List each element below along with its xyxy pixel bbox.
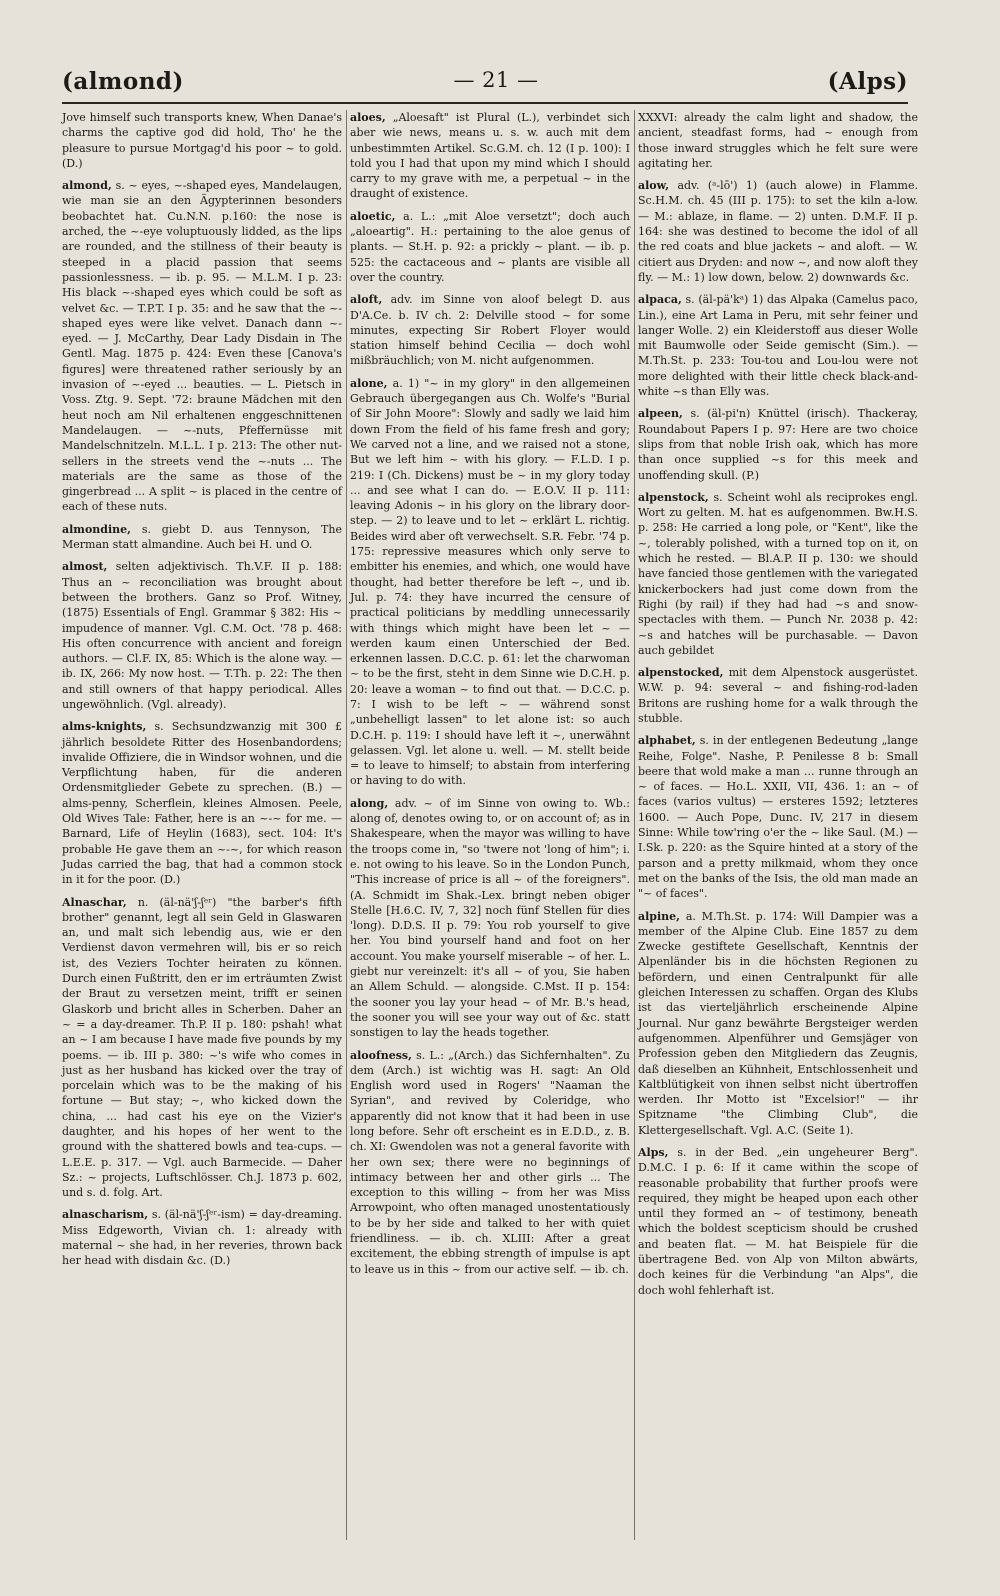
entry-headword: Alnaschar,: [62, 895, 127, 909]
entry-headword: aloofness,: [350, 1048, 412, 1062]
dictionary-entry: [638, 1145, 918, 1298]
column-right: [638, 110, 918, 1305]
header-left-guideword: (almond): [62, 68, 184, 95]
dictionary-entry: [350, 292, 630, 368]
entry-headword: alpeen,: [638, 407, 683, 421]
entry-headword: alow,: [638, 179, 670, 193]
entry-text: n. (äl-nä'ʃ-ʃᵉʳ) "the barber's fifth brother" genannt, legt all sein Geld in Glaswaren an, und malt sich lebendig aus, wie er den Verdienst davon vermehren will, bis er so reich ist, des Veziers Tochter heiraten zu können. Durch einen Fußtritt, den er im erträumten Zwist der Braut zu versetzen meint, trifft er seinen Glaskorb und bricht alles in Scherben. Daher an ~ = a day-dreamer. Th.P. II p. 180: pshah! what an ~ I am because I have made five pounds by my poems. — ib. III p. 380: ~'s wife who comes in just as her husband has kicked over the tray of porcelain which was to be the making of his fortune — But stay; ~, who kicked down the china, ... had cast his eye on the Vizier's daughter, and his hopes of her went to the ground with the shattered bowls and tea-cups. — L.E.E. p. 317. — Vgl. auch Barmecide. — Daher Sz.: ~ projects, Luftschlösser. Ch.J. 1873 p. 602, und s. d. folg. Art.: [62, 895, 343, 1200]
entry-headword: alpenstocked,: [638, 666, 724, 680]
page-number: — 21 —: [453, 68, 539, 92]
entry-headword: alpine,: [638, 909, 681, 923]
entry-text: adv. im Sinne von aloof belegt D. aus D'A.Ce. b. IV ch. 2: Delville stood ~ for some minutes, expecting Sir Robert Floyer would station himself behind Cecilia — doch wohl mißbräuchlich; von M. nicht aufgenommen.: [350, 293, 630, 368]
header-rule: [62, 102, 908, 104]
entry-text: „Aloesaft" ist Plural (L.), verbindet sich aber wie news, means u. s. w. auch mit dem unbestimmten Artikel. Sc.G.M. ch. 12 (I p. 100): I told you I had that upon my mind which I should carry to my grave with me, a perpetual ~ in the draught of existence.: [350, 111, 630, 201]
entry-text: s. (äl-pi'n) Knüttel (irisch). Thackeray, Roundabout Papers I p. 97: Here are two choice slips from that noble Irish oak, which has more than once supplied ~s for this meek and unoffending skull. (P.): [638, 407, 919, 482]
dictionary-entry: [350, 376, 630, 789]
entry-text: Jove himself such transports knew, When Danae's charms the captive god did hold, Tho' he the pleasure to pursue Mortgag'd his poor ~ to gold. (D.): [62, 111, 342, 170]
dictionary-entry: [638, 406, 918, 482]
entry-text: s. in der entlegenen Bedeutung „lange Reihe, Folge". Nashe, P. Penilesse 8 b: Small beere that wold make a man ... runne through an ~ of faces. — Ho.L. XXII, VII, 436. 1: an ~ of faces (varios vultus) — ersteres 1592; letzteres 1600. — Auch Pope, Dunc. IV, 217 in diesem Sinne: While tow'ring o'er the ~ like Saul. (M.) — I.Sk. p. 220: as the Squire hinted at a story of the parson and a pretty milkmaid, whom they once met on the banks of the Isis, the old man made an "~ of faces".: [638, 734, 918, 901]
entry-text: s. (äl-pä'kᵃ) 1) das Alpaka (Camelus paco, Lin.), eine Art Lama in Peru, mit sehr feiner und langer Wolle. 2) ein Kleiderstoff aus dieser Wolle mit Baumwolle oder Seide gemischt (Sim.). — M.Th.St. p. 233: Tou-tou and Lou-lou were not more delighted with their little check black-and-white ~s than Elly was.: [638, 293, 918, 399]
entry-headword: aloft,: [350, 293, 383, 307]
entry-text: adv. (ᵃ-lō') 1) (auch alowe) in Flamme. Sc.H.M. ch. 45 (III p. 175): to set the kiln a-low. — M.: ablaze, in flame. — 2) unten. D.M.F. II p. 164: she was destined to become the idol of all the red coats and blue jackets ~ and aloft. — W. citiert aus Dryden: and now ~, and now aloft they fly. — M.: 1) low down, below. 2) downwards &c.: [638, 179, 918, 284]
dictionary-entry: [638, 178, 918, 285]
entry-headword: Alps,: [638, 1146, 669, 1159]
column-divider: [346, 110, 347, 1540]
entry-text: s. giebt D. aus Tennyson, The Merman statt almandine. Auch bei H. und O.: [62, 522, 342, 552]
entry-headword: alnascharism,: [62, 1208, 149, 1222]
entry-text: a. 1) "~ in my glory" in den allgemeinen Gebrauch übergegangen aus Ch. Wolfe's "Burial of Sir John Moore": Slowly and sadly we laid him down From the field of his fame fresh and gory; We carved not a line, and we raised not a stone, But we left him ~ with his glory. — F.L.D. I p. 219: I (Ch. Dickens) must be ~ in my glory today ... and see what I can do. — E.O.V. II p. 111: leaving Adonis ~ in his glory on the library door-step. — 2) to leave und to let ~ erklärt L. richtig. Beides wird aber oft verwechselt. S.R. Febr. '74 p. 175: repressive measures which only serve to embitter his enemies, and which, one would have thought, had better therefore be left ~, und ib. Jul. p. 74: they have incurred the censure of practical politicians by meddling unnecessarily with things which might have been let ~ — werden kaum einen Unterschied der Bed. erkennen lassen. D.C.C. p. 61: let the charwoman ~ to be the first, steht in dem Sinne wie D.C.H. p. 20: leave a woman ~ to find out that. — D.C.C. p. 7: I wish to be left ~ — während sonst „unbehelligt lassen" to let alone ist: so auch D.C.H. p. 119: I should have left it ~, unerwähnt gelassen. Vgl. let alone u. well. — M. stellt beide = to leave to himself; to abstain from interfering or having to do with.: [350, 376, 631, 788]
header-right-guideword: (Alps): [827, 68, 908, 95]
dictionary-entry: [638, 909, 918, 1138]
dictionary-entry: [62, 178, 342, 515]
dictionary-entry: [638, 110, 918, 171]
column-left: [62, 110, 342, 1276]
entry-text: s. (äl-nä'ʃ-ʃᵉʳ-ism) = day-dreaming. Miss Edgeworth, Vivian ch. 1: already with maternal ~ she had, in her reveries, thrown back her head with disdain &c. (D.): [62, 1208, 342, 1268]
entry-headword: aloes,: [350, 111, 386, 124]
entry-text: s. ~ eyes, ~-shaped eyes, Mandelaugen, wie man sie an den Ägypterinnen besonders beobachtet hat. Cu.N.N. p.160: the nose is arched, the ~-eye voluptuously lidded, as the lips are rounded, and the stillness of their beauty is steeped in a placid passion that seems passionlessness. — ib. p. 95. — M.L.M. I p. 23: His black ~-shaped eyes which could be soft as velvet &c. — T.P.T. I p. 35: and he saw that the ~-shaped eyes were like velvet. Danach dann ~-eyed. — J. McCarthy, Dear Lady Disdain in The Gentl. Mag. 1875 p. 424: Even these [Canova's figures] were threatened rather seriously by an invasion of ~-eyed ... beauties. — L. Pietsch in Voss. Ztg. 9. Sept. '72: braune Mädchen mit den heut noch am Nil erhaltenen enggeschnittenen Mandelaugen. — ~-nuts, Pfeffernüsse mit Mandelschnitzeln. M.L.L. I p. 213: The other nut-sellers in the streets vend the ~-nuts ... The materials are the same as those of the gingerbread ... A split ~ is placed in the centre of each of these nuts.: [62, 179, 343, 514]
dictionary-entry: [62, 110, 342, 171]
dictionary-entry: [350, 796, 630, 1041]
entry-text: s. L.: „(Arch.) das Sichfernhalten". Zu dem (Arch.) ist wichtig was H. sagt: An Old English word used in Rogers' "Naaman the Syrian", and revived by Coleridge, who apparently did not know that it had been in use long before. Sehr oft erscheint es in E.D.D., z. B. ch. XI: Gwendolen was not a general favorite with her own sex; there were no beginnings of intimacy between her and other girls ... The exception to this willing ~ from her was Miss Arrowpoint, who often managed unostentatiously to be by her side and talked to her with quiet friendliness. — ib. ch. XLIII: After a great excitement, the ebbing strength of impulse is apt to leave us in this ~ from our active self. — ib. ch.: [350, 1048, 630, 1276]
column-middle: [350, 110, 630, 1284]
entry-text: s. Sechsundzwanzig mit 300 £ jährlich besoldete Ritter des Hosenbandordens; invalide Offiziere, die in Windsor wohnen, und die Verpflichtung haben, für die anderen Ordensmitglieder Gebete zu sprechen. (B.) — alms-penny, Scherflein, kleines Almosen. Peele, Old Wives Tale: Father, here is an ~-~ for me. — Barnard, Life of Heylin (1683), sect. 104: It's probable He gave them an ~-~, for which reason Judas carried the bag, that had a common stock in it for the poor. (D.): [62, 720, 342, 887]
entry-text: s. in der Bed. „ein ungeheurer Berg". D.M.C. I p. 6: If it came within the scope of reasonable probability that further proofs were required, they might be heaped upon each other until they formed an ~ of testimony, beneath which the boldest scepticism should be crushed and beaten flat. — M. hat Beispiele für die übertragene Bed. von Alp von Milton abwärts, doch keines für die Verbindung "an Alps", die doch wohl fehlerhaft ist.: [638, 1146, 918, 1297]
entry-headword: alone,: [350, 376, 388, 390]
entry-headword: alpenstock,: [638, 490, 709, 504]
dictionary-entry: [638, 665, 918, 726]
dictionary-entry: [62, 1207, 342, 1268]
entry-headword: aloetic,: [350, 209, 396, 223]
dictionary-entry: [638, 490, 918, 658]
entry-headword: alms-knights,: [62, 720, 147, 734]
dictionary-entry: [638, 292, 918, 399]
entry-text: a. M.Th.St. p. 174: Will Dampier was a member of the Alpine Club. Eine 1857 zu dem Zwecke gestiftete Gesellschaft, Kenntnis der Alpenländer bis in die höchsten Regionen zu befördern, und einen Centralpunkt für alle gleichen Interessen zu schaffen. Organ des Klubs ist das vierteljährlich erscheinende Alpine Journal. Nur ganz bewährte Bergsteiger werden aufgenommen. Alpenführer und Gemsjäger von Profession geben den Mitgliedern das Zeugnis, daß dieselben an Kühnheit, Entschlossenheit und Kaltblütigkeit von ihnen selbst nicht übertroffen werden. Ihr Motto ist "Excelsior!" — ihr Spitzname "the Climbing Club", die Klettergesellschaft. Vgl. A.C. (Seite 1).: [638, 909, 918, 1137]
column-divider: [634, 110, 635, 1540]
entry-headword: alphabet,: [638, 734, 696, 748]
entry-text: adv. ~ of im Sinne von owing to. Wb.: along of, denotes owing to, or on account of; as in Shakespeare, when the mayor was willing to have the troops come in, "so 'twere not 'long of him"; i. e. not owing to his leave. So in the London Punch, "This increase of price is all ~ of the foreigners". (A. Schmidt im Shak.-Lex. bringt neben obiger Stelle [H.6.C. IV, 7, 32] noch fünf Stellen für dies 'long). D.D.S. II p. 79: You rob yourself to give her. You bind yourself hand and foot on her account. You make yourself miserable ~ of her. L. giebt nur vereinzelt: it's all ~ of you, Sie haben an Allem Schuld. — alongside. C.Mst. II p. 154: the sooner you lay your head ~ of Mr. B.'s head, the sooner you will see your way out of &c. statt sonstigen to lay the heads together.: [350, 796, 630, 1040]
entry-text: a. L.: „mit Aloe versetzt"; doch auch „aloeartig". H.: pertaining to the aloe genus of plants. — St.H. p. 92: a prickly ~ plant. — ib. p. 525: the cactaceous and ~ plants are visible all over the country.: [350, 209, 630, 284]
entry-text: mit dem Alpenstock ausgerüstet. W.W. p. 94: several ~ and fishing-rod-laden Britons are rushing home for a walk through the stubble.: [638, 666, 918, 725]
entry-text: selten adjektivisch. Th.V.F. II p. 188: Thus an ~ reconciliation was brought about between the brothers. Ganz so Prof. Witney, (1875) Essentials of Engl. Grammar § 382: His ~ impudence of manner. Vgl. C.M. Oct. '78 p. 468: His often concurrence with ancient and foreign authors. — Cl.F. IX, 85: Which is the alone way. — ib. IX, 266: My now host. — T.Th. p. 22: The then and still owners of that happy periodical. Alles ungewöhnlich. (Vgl. already).: [62, 560, 343, 711]
entry-headword: almond,: [62, 179, 112, 193]
entry-headword: almost,: [62, 560, 108, 574]
entry-text: s. Scheint wohl als reciprokes engl. Wort zu gelten. M. hat es aufgenommen. Bw.H.S. p. 258: He carried a long pole, or "Kent", like the ~, tolerably polished, with a turned top on it, on which he rested. — Bl.A.P. II p. 130: we should have fancied those gentlemen with the variegated knickerbockers had just come down from the Righi (by rail) if they had had ~s and snow-spectacles with them. — Punch Nr. 2038 p. 42: ~s and hatches will be purchasable. — Davon auch gebildet: [638, 490, 918, 657]
entry-headword: along,: [350, 796, 389, 810]
entry-headword: alpaca,: [638, 293, 682, 307]
entry-headword: almondine,: [62, 522, 131, 536]
dictionary-entry: [62, 522, 342, 553]
dictionary-entry: [62, 559, 342, 712]
dictionary-entry: [62, 719, 342, 887]
dictionary-entry: [350, 209, 630, 285]
dictionary-entry: [350, 1048, 630, 1277]
dictionary-entry: [638, 733, 918, 901]
dictionary-entry: [62, 895, 342, 1201]
entry-text: XXXVI: already the calm light and shadow, the ancient, steadfast forms, had ~ enough from those inward struggles which he felt sure were agitating her.: [638, 111, 918, 170]
dictionary-entry: [350, 110, 630, 202]
